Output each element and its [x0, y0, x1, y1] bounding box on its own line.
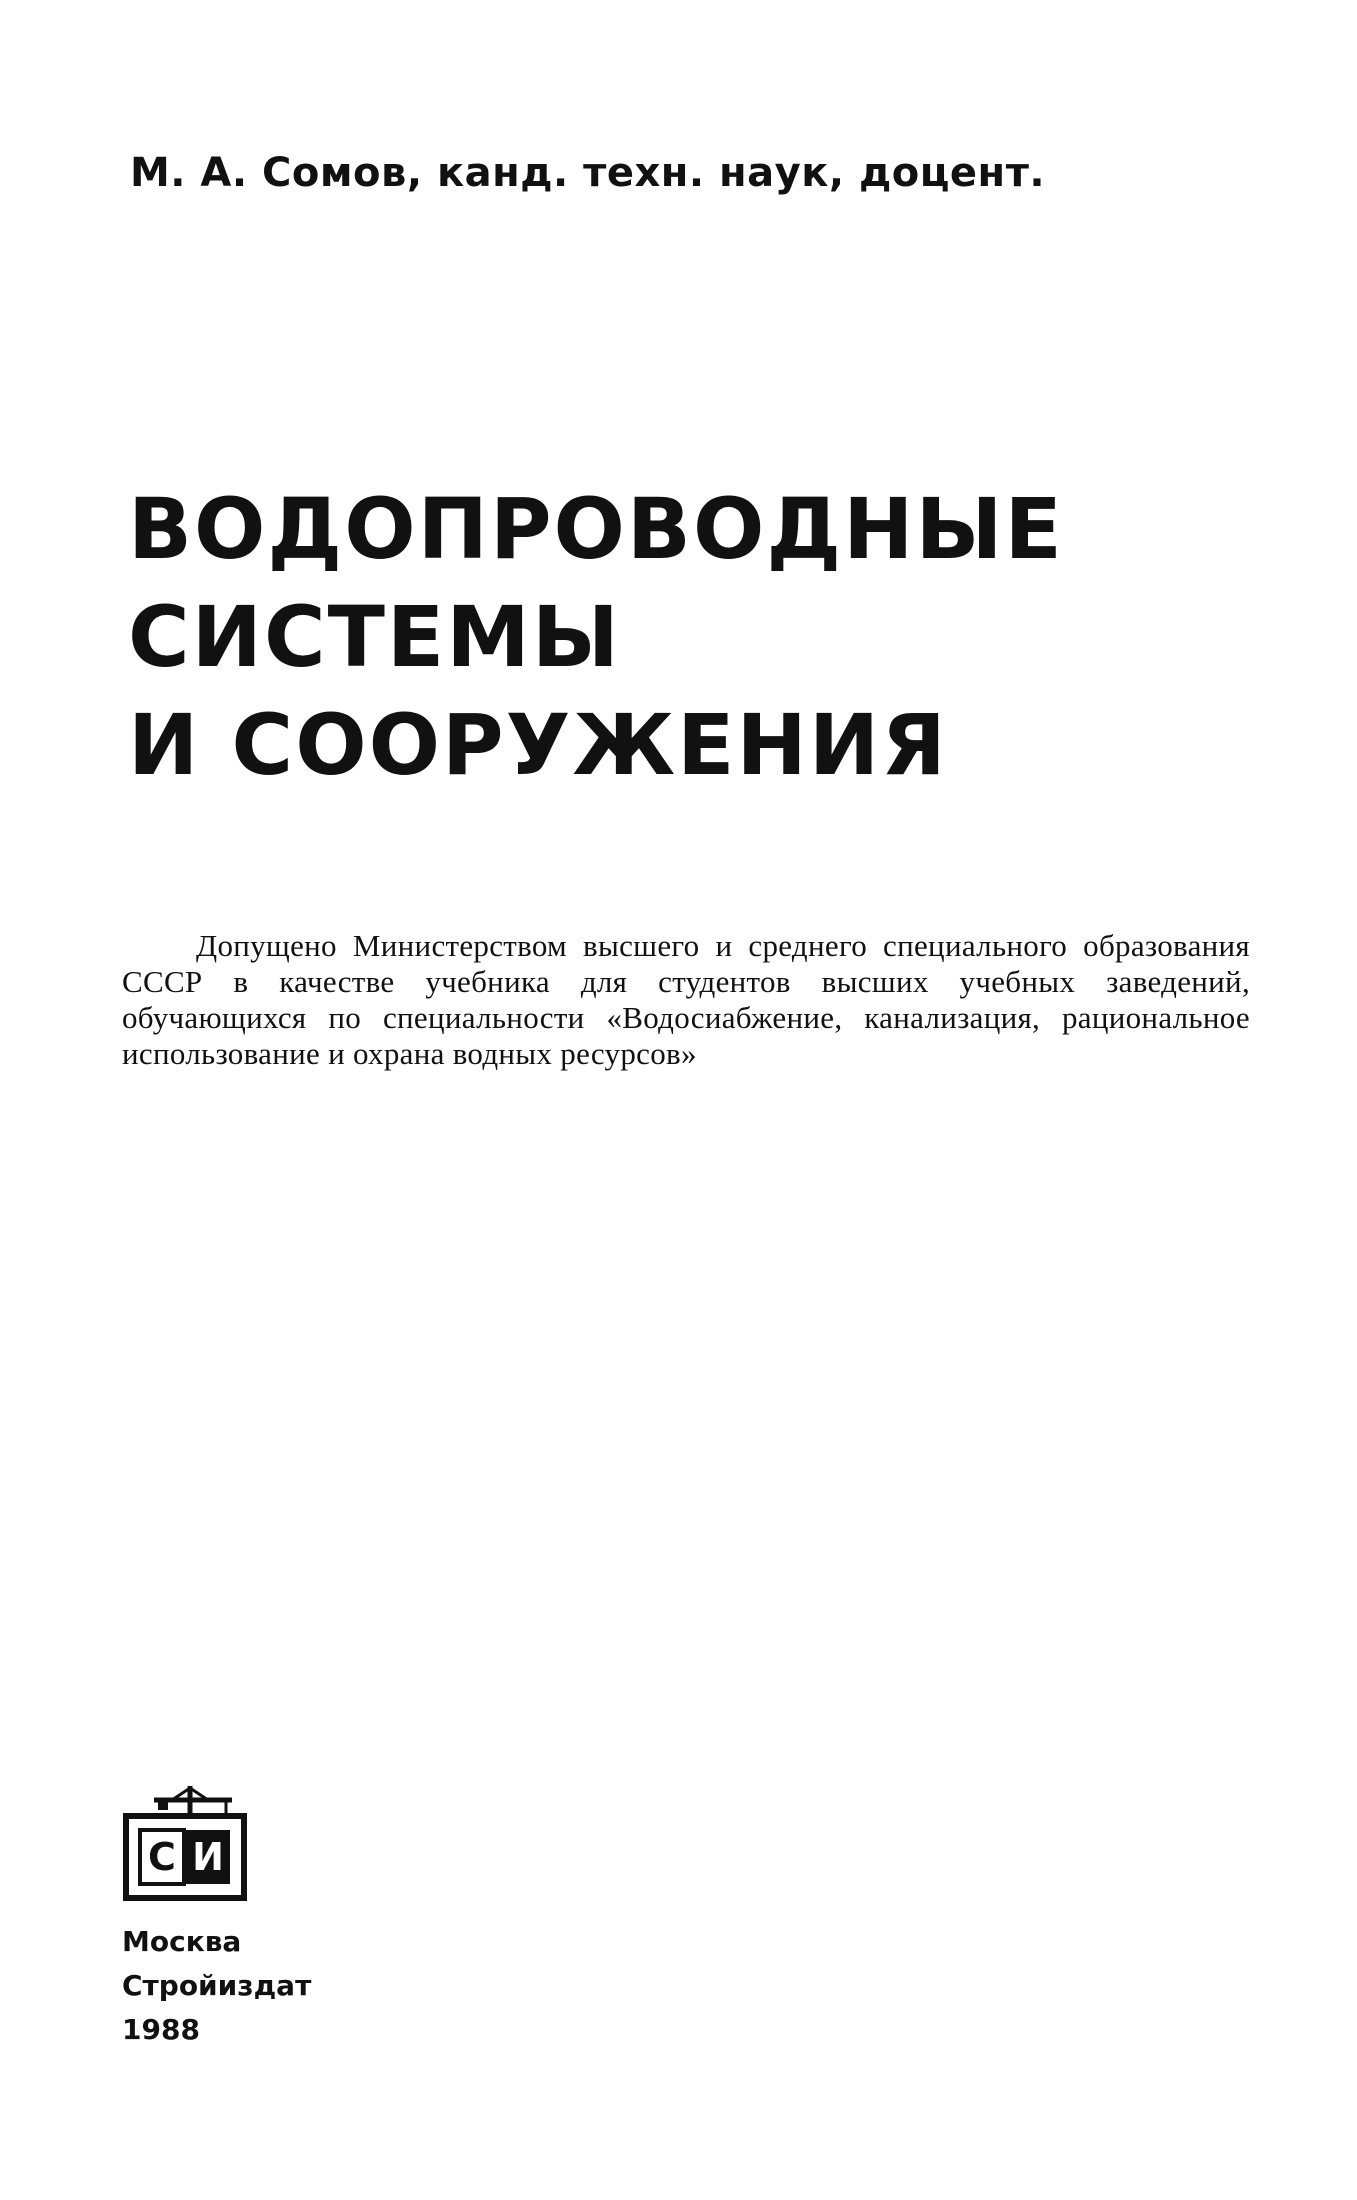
title-line-1: ВОДОПРОВОДНЫЕ: [128, 480, 1064, 578]
book-title: [128, 475, 1064, 799]
approval-statement: Допущено Министерством высшего и среднего специального образования СССР в качестве учебника для студентов высших учебных заведений, обучающихся по специальности «Водосиабжение, канализация, рациональное использование и охрана водных ресурсов»: [122, 928, 1250, 1071]
publication-year: 1988: [122, 2013, 200, 2046]
logo-letter-s: С: [148, 1835, 176, 1879]
publisher-logo-icon: [122, 1782, 252, 1902]
title-line-3: И СООРУЖЕНИЯ: [128, 696, 948, 794]
logo-letter-i: И: [192, 1835, 224, 1879]
publisher-imprint: [122, 1920, 311, 2052]
publisher-name: Стройиздат: [122, 1969, 312, 2002]
title-line-2: СИСТЕМЫ: [128, 588, 621, 686]
author-line: М. А. Сомов, канд. техн. наук, доцент.: [130, 150, 1046, 196]
publisher-city: Москва: [122, 1925, 242, 1958]
